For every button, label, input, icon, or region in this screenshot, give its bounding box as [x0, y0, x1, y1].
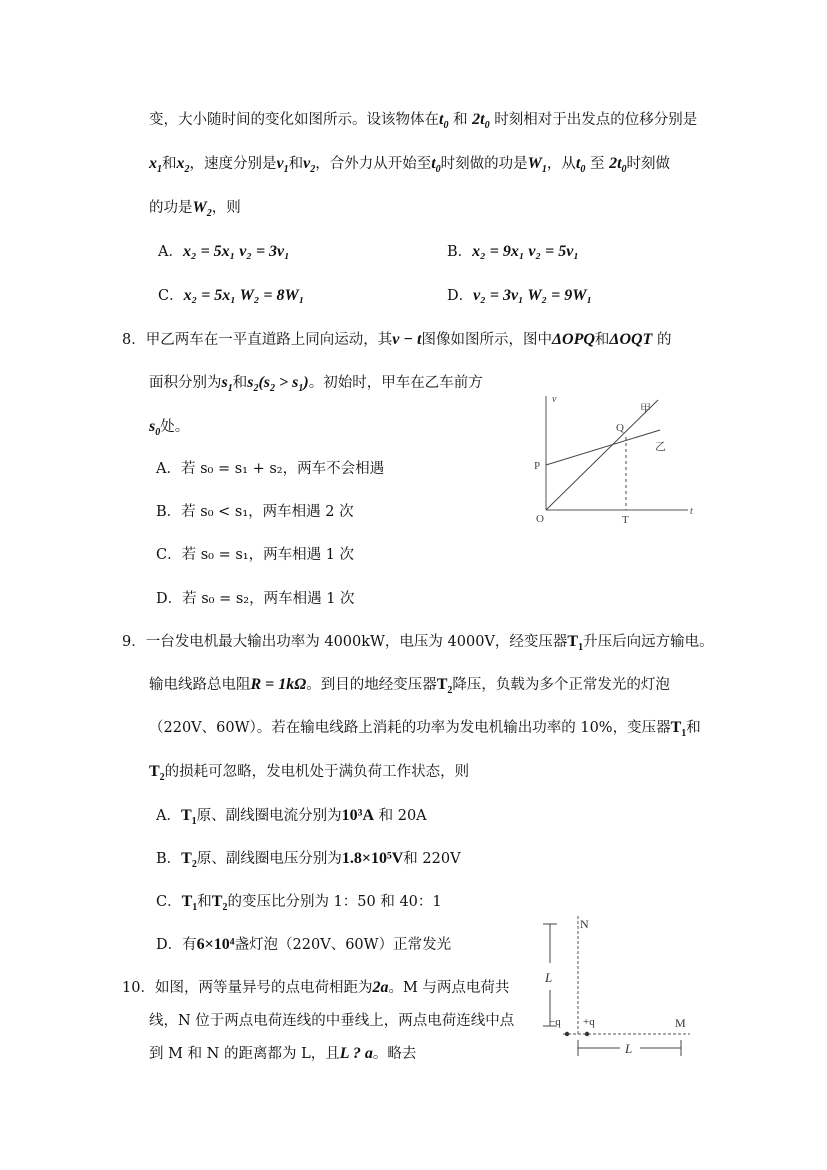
text: 和 220V [403, 851, 461, 867]
label-jia: 甲 [640, 403, 651, 415]
math-T1: $T_1$ [181, 893, 198, 914]
q7-option-d[interactable] [447, 286, 592, 306]
v-axis-label: v [552, 394, 557, 405]
text: 和 [162, 156, 177, 172]
text: ，从 [546, 156, 576, 172]
text: 。到目的地经变压器 [306, 677, 437, 693]
math-T2: $T_2$ [181, 850, 197, 871]
q8-line-1 [122, 330, 671, 350]
text: 的变压比分别为 1：50 和 40：1 [227, 894, 442, 910]
math-resistance: R = 1kΩ [250, 676, 307, 693]
text: 升压后向远方输电。 [583, 634, 714, 650]
option-label: C． [156, 894, 182, 910]
text: 。略去 [372, 1046, 417, 1062]
question-number: 10． [122, 980, 155, 996]
math-v2: $v_2$ [303, 155, 316, 176]
line-yi [546, 430, 660, 465]
origin-label: O [536, 513, 544, 525]
text: 原、副线圈电流分别为 [196, 808, 342, 824]
q7-option-c[interactable] [158, 286, 304, 306]
l-horizontal-label: L [625, 1041, 633, 1056]
text: 图像如图所示，图中 [421, 332, 552, 348]
math-x1: $x_1$ [149, 155, 162, 176]
negative-charge-point [565, 1032, 569, 1036]
math-2t0: $2t_0$ [472, 111, 490, 132]
q9-line-3 [149, 718, 701, 744]
math-T1: $T_1$ [567, 633, 584, 654]
math-2a: 2a [372, 979, 389, 996]
text: ，合外力从开始至 [315, 156, 432, 172]
option-expression: x₂ = 5x₁ v₂ = 3v₁ [182, 243, 290, 260]
q8-option-a[interactable]: A．若 s₀ = s₁ + s₂，两车不会相遇 [156, 461, 385, 477]
text: 如图，两等量异号的点电荷相距为 [154, 980, 373, 996]
math-s2-condition: $s_2(s_2 > s_1)$ [247, 374, 309, 395]
math-T1: $T_1$ [180, 807, 197, 828]
q9-option-b[interactable] [156, 849, 461, 875]
math-triangle-oqt: ΔOQT [609, 331, 653, 348]
text: ，速度分别是 [189, 156, 277, 172]
q8-option-c[interactable]: C．若 s₀ = s₁，两车相遇 1 次 [156, 547, 355, 563]
option-expression: v₂ = 3v₁ W₂ = 9W₁ [473, 287, 593, 304]
option-label: A． [156, 808, 181, 824]
text: 和 [288, 156, 304, 172]
point-t-label: T [622, 514, 629, 526]
text: 和 [686, 720, 701, 736]
q9-option-d[interactable] [156, 935, 451, 955]
text: 处。 [160, 419, 190, 435]
q9-line-2 [149, 675, 670, 701]
text: 和 [594, 332, 610, 348]
point-q-label: Q [616, 422, 624, 434]
q8-line-2 [149, 373, 483, 399]
q9-line-4 [149, 762, 469, 788]
option-label: D． [447, 288, 474, 304]
point-m-label: M [675, 1016, 686, 1030]
t-axis-label: t [690, 506, 693, 517]
text: 和 [197, 894, 212, 910]
math-x2: $x_2$ [176, 155, 190, 176]
math-T1: $T_1$ [670, 719, 687, 740]
text: 变，大小随时间的变化如图所示。设该物体在 [149, 112, 439, 128]
option-label: B． [447, 244, 473, 260]
math-t0: $t_0$ [575, 155, 586, 176]
text: 和 20A [378, 808, 427, 824]
text: （220V、60W）。若在输电线路上消耗的功率为发电机输出功率的 10%，变压器 [149, 720, 671, 736]
math-triangle-opq: ΔOPQ [551, 331, 595, 348]
math-vt: v − t [392, 331, 422, 348]
point-p-label: P [534, 460, 541, 472]
option-expression: x₂ = 5x₁ W₂ = 8W₁ [183, 287, 305, 304]
math-v1: $v_1$ [276, 155, 289, 176]
math-condition: L ? a [339, 1045, 373, 1062]
option-label: A． [158, 244, 183, 260]
charge-diagram [535, 908, 695, 1068]
positive-charge-label: +q [583, 1016, 595, 1028]
vt-graph [528, 388, 698, 528]
q8-line-3 [149, 417, 189, 443]
math-t0: $t_0$ [439, 111, 449, 132]
text: ，则 [211, 200, 241, 216]
positive-charge-point [585, 1032, 589, 1036]
text: 至 [589, 156, 605, 172]
label-yi: 乙 [655, 441, 666, 453]
q7-line-2 [149, 154, 670, 180]
text: 。初始时，甲车在乙车前方 [308, 375, 483, 391]
text: 面积分别为 [149, 375, 222, 391]
option-label: D．有 [156, 937, 197, 953]
point-n-label: N [580, 917, 589, 931]
text: 输电线路总电阻 [149, 677, 251, 693]
text: 。M 与两点电荷共 [388, 980, 510, 996]
math-s1: $s_1$ [221, 374, 233, 395]
math-T2: $T_2$ [436, 676, 453, 697]
math-2t0: $2t_0$ [609, 155, 627, 176]
q10-line-1 [122, 978, 509, 998]
text: 的功是 [149, 200, 193, 216]
text: 降压，负载为多个正常发光的灯泡 [452, 677, 670, 693]
q7-line-3 [149, 198, 241, 224]
math-t0: $t_0$ [431, 155, 441, 176]
text: 的损耗可忽略，发电机处于满负荷工作状态，则 [164, 764, 470, 780]
math-voltage: 1.8×10⁵V [341, 850, 404, 867]
text: 和 [232, 375, 248, 391]
math-s0: $s_0$ [149, 418, 161, 439]
q9-line-1 [122, 632, 714, 658]
text: 的 [656, 332, 672, 348]
q9-option-c[interactable] [156, 892, 442, 918]
math-current: 10³A [341, 807, 375, 824]
text: 甲乙两车在一平直道路上同向运动，其 [145, 332, 393, 348]
option-expression: x₂ = 9x₁ v₂ = 5v₁ [472, 243, 579, 260]
text: 时刻做 [626, 156, 671, 172]
math-W1: $W_1$ [527, 155, 547, 176]
q8-option-d[interactable]: D．若 s₀ = s₂，两车相遇 1 次 [156, 591, 355, 607]
option-label: B． [156, 851, 182, 867]
math-T2: $T_2$ [211, 893, 228, 914]
text: 一台发电机最大输出功率为 4000kW，电压为 4000V，经变压器 [145, 634, 568, 650]
option-label: C． [158, 288, 184, 304]
q7-option-a[interactable] [158, 242, 290, 262]
q7-option-b[interactable] [447, 242, 579, 262]
text: 到 M 和 N 的距离都为 L，且 [149, 1046, 340, 1062]
math-W2: $W_2$ [192, 199, 212, 220]
q7-line-1 [149, 110, 697, 136]
text: 和 [453, 112, 468, 128]
l-vertical-label: L [545, 970, 553, 985]
q9-option-a[interactable] [156, 806, 427, 832]
question-number: 8． [122, 332, 146, 348]
negative-charge-label: −q [549, 1016, 561, 1028]
text: 盏灯泡（220V、60W）正常发光 [234, 937, 452, 953]
q10-line-2: 线，N 位于两点电荷连线的中垂线上，两点电荷连线中点 [149, 1013, 515, 1029]
math-count: 6×10⁴ [196, 936, 235, 953]
question-number: 9． [122, 634, 146, 650]
q8-option-b[interactable]: B．若 s₀ < s₁，两车相遇 2 次 [156, 504, 354, 520]
line-jia [546, 400, 658, 510]
text: 时刻相对于出发点的位移分别是 [494, 112, 698, 128]
q10-line-3 [149, 1044, 416, 1064]
text: 时刻做的功是 [440, 156, 528, 172]
text: 原、副线圈电压分别为 [196, 851, 342, 867]
math-T2: $T_2$ [149, 763, 165, 784]
